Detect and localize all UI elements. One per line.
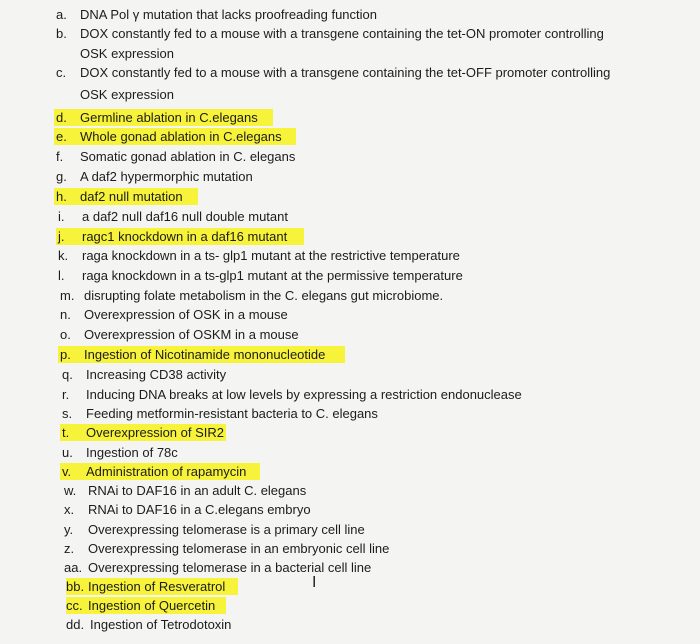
list-item [0, 109, 700, 127]
list-item-text: Increasing CD38 activity [86, 367, 227, 382]
list-item-text: DNA Pol γ mutation that lacks proofreading function [80, 7, 377, 22]
list-item [0, 597, 700, 615]
list-item-letter: k. [58, 248, 69, 263]
list-item-text: A daf2 hypermorphic mutation [80, 169, 253, 184]
list-item-text: OSK expression [80, 87, 174, 102]
list-item [0, 228, 700, 246]
list-item-text: Somatic gonad ablation in C. elegans [80, 149, 296, 164]
list-item-letter: m. [60, 288, 75, 303]
list-item-letter: i. [58, 209, 65, 224]
list-item-text: Ingestion of 78c [86, 445, 178, 460]
list-item-letter: p. [60, 347, 71, 362]
list-item-letter: q. [62, 367, 73, 382]
list-item-letter: z. [64, 541, 75, 556]
list-item-text: Administration of rapamycin [86, 464, 247, 479]
list-item-letter: e. [56, 129, 67, 144]
list-item-letter: w. [64, 483, 77, 498]
list-item [0, 424, 700, 442]
list-item [0, 482, 700, 500]
list-item-letter: h. [56, 189, 67, 204]
list-item-letter: bb. [66, 579, 85, 594]
list-item-text: RNAi to DAF16 in an adult C. elegans [88, 483, 307, 498]
list-item [0, 405, 700, 423]
list-item-letter: a. [56, 7, 67, 22]
list-item-letter: d. [56, 110, 67, 125]
list-item-text: Germline ablation in C.elegans [80, 110, 258, 125]
list-item-letter: n. [60, 307, 71, 322]
list-item [0, 521, 700, 539]
list-item [0, 45, 700, 63]
list-item-letter: r. [62, 387, 70, 402]
list-item-text: Overexpression of OSKM in a mouse [84, 327, 299, 342]
list-item-letter: t. [62, 425, 70, 440]
list-item [0, 346, 700, 364]
list-item [0, 326, 700, 344]
list-item [0, 444, 700, 462]
list-item [0, 386, 700, 404]
list-item-text: disrupting folate metabolism in the C. elegans gut microbiome. [84, 288, 444, 303]
list-item-letter: o. [60, 327, 71, 342]
list-item-letter: j. [58, 229, 65, 244]
list-item [0, 188, 700, 206]
list-item-letter: c. [56, 65, 67, 80]
list-item [0, 208, 700, 226]
list-item [0, 463, 700, 481]
list-item [0, 366, 700, 384]
list-item-text: Overexpressing telomerase in a bacterial cell line [88, 560, 372, 575]
list-item [0, 559, 700, 577]
list-item-letter: cc. [66, 598, 83, 613]
list-item [0, 6, 700, 24]
list-item [0, 128, 700, 146]
list-item [0, 148, 700, 166]
list-item-text: Overexpressing telomerase is a primary cell line [88, 522, 365, 537]
list-item-text: ragc1 knockdown in a daf16 mutant [82, 229, 288, 244]
list-item-text: Feeding metformin-resistant bacteria to C. elegans [86, 406, 378, 421]
list-item [0, 64, 700, 82]
list-item-text: Ingestion of Nicotinamide mononucleotide [84, 347, 326, 362]
list-item [0, 578, 700, 596]
list-item-letter: x. [64, 502, 75, 517]
list-item-text: DOX constantly fed to a mouse with a transgene containing the tet-ON promoter controlling [80, 26, 604, 41]
list-item-text: Ingestion of Tetrodotoxin [90, 617, 232, 632]
list-item-text: RNAi to DAF16 in a C.elegans embryo [88, 502, 311, 517]
list-item-text: raga knockdown in a ts- glp1 mutant at the restrictive temperature [82, 248, 460, 263]
list-item-text: Ingestion of Resveratrol [88, 579, 226, 594]
text-cursor-icon: I [312, 573, 317, 591]
list-item-letter: l. [58, 268, 65, 283]
list-item-letter: b. [56, 26, 67, 41]
list-item [0, 540, 700, 558]
list-item-letter: g. [56, 169, 67, 184]
list-item [0, 616, 700, 634]
list-item-letter: u. [62, 445, 73, 460]
list-item-letter: s. [62, 406, 73, 421]
list-item-text: Ingestion of Quercetin [88, 598, 216, 613]
list-item-text: a daf2 null daf16 null double mutant [82, 209, 288, 224]
list-item-letter: y. [64, 522, 74, 537]
list-item-text: daf2 null mutation [80, 189, 183, 204]
list-item-text: Overexpressing telomerase in an embryonic cell line [88, 541, 390, 556]
list-item-text: Inducing DNA breaks at low levels by expressing a restriction endonuclease [86, 387, 522, 402]
list-item [0, 25, 700, 43]
list-item [0, 247, 700, 265]
list-item [0, 267, 700, 285]
list-item [0, 86, 700, 104]
list-item-letter: dd. [66, 617, 85, 632]
list-item [0, 287, 700, 305]
list-item-text: OSK expression [80, 46, 174, 61]
list-item [0, 306, 700, 324]
list-item-letter: v. [62, 464, 72, 479]
list-item-text: Overexpression of SIR2 [86, 425, 225, 440]
list-item-text: Whole gonad ablation in C.elegans [80, 129, 282, 144]
list-item-text: DOX constantly fed to a mouse with a transgene containing the tet-OFF promoter controlling [80, 65, 611, 80]
list-item-letter: f. [56, 149, 64, 164]
list-item [0, 501, 700, 519]
list-item-letter: aa. [64, 560, 83, 575]
list-item-text: Overexpression of OSK in a mouse [84, 307, 288, 322]
list-item [0, 168, 700, 186]
list-item-text: raga knockdown in a ts-glp1 mutant at the permissive temperature [82, 268, 463, 283]
